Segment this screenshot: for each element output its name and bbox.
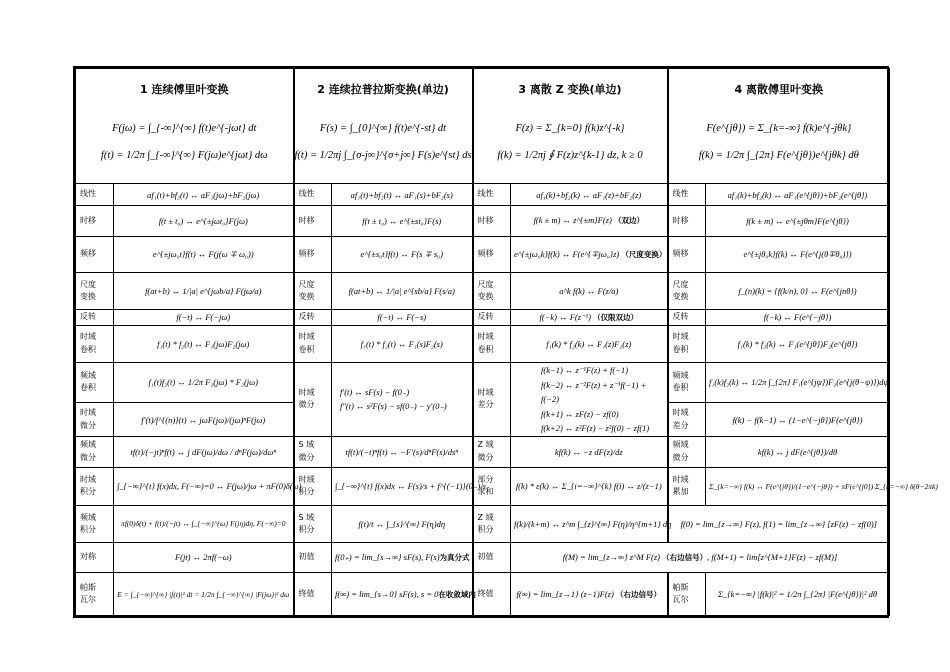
formula-line: f(k−2) ↔ z⁻²F(z) + z⁻¹f(−1) + f(−2) [541, 379, 647, 405]
formula-text: f(∞) = lim_{s→0} sF(s), s = 0 [335, 588, 439, 599]
note-text: （尺度变换） [621, 249, 667, 259]
transform-table-sheet [73, 66, 938, 618]
formula-line: f(k−1) ↔ z⁻¹F(z) + f(−1) [541, 365, 629, 376]
formula-cell [511, 573, 668, 616]
property-label: 频移 [668, 236, 706, 273]
property-label: 尺度 变换 [294, 273, 332, 310]
property-label: 时移 [473, 206, 511, 236]
header-title: 4 离散傅里叶变换 [734, 83, 824, 96]
property-label: 终值 [294, 573, 332, 616]
formula-cell: f(t ± t₀) ↔ e^{±st₀}F(s) [332, 206, 473, 236]
formula-cell: e^{±jθ₀k}f(k) ↔ F(e^{j(θ∓θ₀)}) [706, 236, 890, 273]
property-label: 线性 [473, 183, 511, 205]
note-text: （右边信号） [662, 552, 708, 562]
transform-properties-table [75, 68, 938, 616]
note-text: 在收敛域内 [438, 589, 476, 599]
property-label: 时域 微分 [76, 403, 114, 437]
row-frequency-integration [76, 506, 890, 543]
inverse-transform: f(k) = 1/2π ∫_{2π} F(e^{jθ})e^{jθk} dθ [698, 150, 859, 162]
property-label: 对称 [76, 542, 114, 572]
property-label: 尺度 变换 [473, 273, 511, 310]
formula-cell [511, 236, 668, 273]
formula-cell [511, 542, 890, 572]
property-label: 频域 积分 [76, 506, 114, 543]
header-formula [295, 115, 472, 170]
property-label: S 域 微分 [294, 437, 332, 467]
formula-cell [511, 362, 668, 436]
property-label: 时域 累加 [668, 467, 706, 506]
formula-cell: f₁(k)f₂(k) ↔ 1/2π ∫_{2π} F₁(e^{jψ})F₂(e^{j(θ−ψ)})dψ [706, 362, 890, 403]
initial-value-formula: f(0) = lim_{z→∞} F(z), f(1) = lim_{z→∞} [zF(z) − zf(0)] [668, 506, 890, 543]
header-row [76, 69, 890, 184]
formula-cell: f(k)/(k+m) ↔ z^m ∫_{z}^{∞} F(η)/η^{m+1} dη [511, 506, 668, 543]
formula-cell: f(k) * ε(k) ↔ Σ_{i=−∞}^{k} f(i) ↔ z/(z−1) [511, 467, 668, 506]
row-time-convolution [76, 326, 890, 363]
inverse-transform: f(t) = 1/2πj ∫_{σ-j∞}^{σ+j∞} F(s)e^{st} ds [294, 150, 472, 162]
property-label: 时移 [668, 206, 706, 236]
property-label: 频域 卷积 [668, 362, 706, 403]
formula-cell: f₁(k) * f₂(k) ↔ F₁(e^{jθ})F₂(e^{jθ}) [706, 326, 890, 363]
formula-cell: af₁(t)+bf₂(t) ↔ aF₁(s)+bF₂(s) [332, 183, 473, 205]
formula-cell: f(−t) ↔ F(−jω) [114, 309, 294, 325]
formula-cell: πf(0)δ(t) + f(t)/(−jt) ↔ ∫_{−∞}^{ω} F(jη)dη, F(−∞)=0 [114, 506, 294, 543]
row-scaling [76, 273, 890, 310]
property-label: Z 域 微分 [473, 437, 511, 467]
formula-line: f′(t) ↔ sF(s) − f(0₋) [340, 386, 410, 397]
formula-cell: af₁(k)+bf₂(k) ↔ aF₁(z)+bF₂(z) [511, 183, 668, 205]
row-reversal [76, 309, 890, 325]
row-duality-initial-value [76, 542, 890, 572]
row-parseval-final-value [76, 573, 890, 616]
formula-cell: kf(k) ↔ j dF(e^{jθ})/dθ [706, 437, 890, 467]
property-label: 线性 [668, 183, 706, 205]
forward-transform: F(jω) = ∫_{-∞}^{∞} f(t)e^{-jωt} dt [112, 123, 257, 134]
property-label: 部分 求和 [473, 467, 511, 506]
property-label: 尺度 变换 [76, 273, 114, 310]
formula-text: f(M) = lim_{z→∞} z^M F(z) [562, 551, 661, 562]
property-label: 反转 [294, 309, 332, 325]
formula-cell: f(k) − f(k−1) ↔ (1−e^{−jθ})F(e^{jθ}) [706, 403, 890, 437]
formula-cell: f₁(t)f₂(t) ↔ 1/2π F₁(jω) * F₂(jω) [114, 362, 294, 403]
header-formula [669, 115, 890, 170]
property-label: 时域 积分 [294, 467, 332, 506]
formula-cell: f′(t)/f^{(n)}(t) ↔ jωF(jω)/(jω)ⁿF(jω) [114, 403, 294, 437]
property-label: 初值 [473, 542, 511, 572]
header-title: 2 连续拉普拉斯变换(单边) [317, 83, 449, 96]
note-text: （右边信号） [615, 589, 661, 599]
formula-cell: f(−t) ↔ F(−s) [332, 309, 473, 325]
row-frequency-differentiation [76, 437, 890, 467]
property-label: 反转 [668, 309, 706, 325]
header-fourier-continuous [76, 69, 294, 184]
formula-cell: f(t)/t ↔ ∫_{s}^{∞} F(η)dη [332, 506, 473, 543]
inverse-transform: f(k) = 1/2πj ∮ F(z)z^{k-1} dz, k ≥ 0 [497, 150, 643, 162]
property-label: Z 域 积分 [473, 506, 511, 543]
property-label: 时移 [76, 206, 114, 236]
row-frequency-convolution [76, 362, 890, 403]
formula-cell [511, 206, 668, 236]
property-label: 时移 [294, 206, 332, 236]
formula-cell: f₁(t) * f₂(t) ↔ F₁(s)F₂(s) [332, 326, 473, 363]
formula-text: f(∞) = lim_{z→1} (z−1)F(z) [516, 588, 614, 599]
property-label: 帕斯 瓦尔 [76, 573, 114, 616]
property-label: 帕斯 瓦尔 [668, 573, 706, 616]
property-label: 时域 差分 [473, 362, 511, 436]
header-title: 1 连续傅里叶变换 [140, 83, 229, 96]
row-time-shift [76, 206, 890, 236]
header-laplace [294, 69, 473, 184]
property-label: S 域 积分 [294, 506, 332, 543]
property-label: 时域 卷积 [668, 326, 706, 363]
formula-text: e^{±jω₀k}f(k) ↔ F(e^{∓jω₀}z) [514, 248, 620, 259]
formula-cell: f(at+b) ↔ 1/|a| e^{sb/a} F(s/a) [332, 273, 473, 310]
header-dtft [668, 69, 890, 184]
forward-transform: F(e^{jθ}) = Σ_{k=-∞} f(k)e^{-jθk} [706, 123, 852, 134]
formula-cell: f₁(k) * f₂(k) ↔ F₁(z)F₂(z) [511, 326, 668, 363]
header-title: 3 离散 Z 变换(单边) [518, 83, 622, 96]
formula-cell: f(−k) ↔ F(e^{−jθ}) [706, 309, 890, 325]
header-formula [474, 115, 667, 170]
formula-line: f″(t) ↔ s²F(s) − sf(0₋) − y′(0₋) [340, 401, 447, 412]
formula-cell: f(at+b) ↔ 1/|a| e^{jωb/a} F(jω/a) [114, 273, 294, 310]
property-label: 尺度 变换 [668, 273, 706, 310]
formula-cell [332, 542, 473, 572]
property-label: 频域 微分 [668, 437, 706, 467]
property-label: 反转 [76, 309, 114, 325]
property-label: 频域 微分 [76, 437, 114, 467]
formula-line: f(k+1) ↔ zF(z) − zf(0) [541, 408, 619, 419]
formula-line: f(k+2) ↔ z²F(z) − z²f(0) − zf(1) [541, 423, 650, 433]
row-linearity [76, 183, 890, 205]
formula-cell: af₁(t)+bf₂(t) ↔ aF₁(jω)+bF₂(jω) [114, 183, 294, 205]
property-label: 反转 [473, 309, 511, 325]
formula-text: f(−k) ↔ F(z⁻¹) [539, 311, 591, 322]
formula-cell: f₁(t) * f₂(t) ↔ F₁(jω)F₂(jω) [114, 326, 294, 363]
formula-cell: af₁(k)+bf₂(k) ↔ aF₁(e^{jθ})+bF₂(e^{jθ}) [706, 183, 890, 205]
property-label: 终值 [473, 573, 511, 616]
formula-text: f(0₊) = lim_{s→∞} sF(s), F(s) [335, 551, 440, 562]
row-frequency-shift [76, 236, 890, 273]
property-label: 时域 积分 [76, 467, 114, 506]
note-text: （仅限双边） [593, 312, 639, 322]
formula-cell [332, 362, 473, 436]
note-text: （双边） [613, 216, 644, 226]
formula-cell: E = ∫_{−∞}^{∞} |f(t)|² dt = 1/2π ∫_{−∞}^{∞} |F(jω)|² dω [114, 573, 294, 616]
formula-cell [332, 573, 476, 616]
forward-transform: F(z) = Σ_{k=0} f(k)z^{-k} [515, 123, 625, 134]
property-label: 时域 卷积 [294, 326, 332, 363]
formula-cell: Σ_{k=−∞} |f(k)|² = 1/2π ∫_{2π} |F(e^{jθ})|² dθ [706, 573, 890, 616]
formula-cell [511, 309, 668, 325]
formula-cell: f_(n)(k) = {f(k/n), 0} ↔ F(e^{jnθ}) [706, 273, 890, 310]
property-label: 时域 微分 [294, 362, 332, 436]
forward-transform: F(s) = ∫_{0}^{∞} f(t)e^{-st} dt [319, 123, 447, 134]
formula-cell: ∫_{−∞}^{t} f(x)dx, F(−∞)=0 ↔ F(jω)/jω + πF(0)δ(ω) [114, 467, 294, 506]
formula-cell: Σ_{k=−∞} f(k) ↔ F(e^{jθ})/(1−e^{−jθ}) + πF(e^{j0}) Σ_{k=−∞} δ(θ−2πk) [706, 467, 890, 506]
property-label: 时域 卷积 [76, 326, 114, 363]
formula-text: f(k ± m) ↔ z^{±m}F(z) [533, 215, 612, 226]
header-formula [76, 115, 293, 170]
property-label: 时域 差分 [668, 403, 706, 437]
formula-text: , f(M+1) = lim[z^{M+1}F(z) − zf(M)] [707, 551, 838, 562]
formula-cell: ∫_{−∞}^{t} f(x)dx ↔ F(s)/s + f^{(−1)}(0₋)/s [332, 467, 473, 506]
property-label: 时域 卷积 [473, 326, 511, 363]
formula-cell: kf(k) ↔ −z dF(z)/dz [511, 437, 668, 467]
formula-cell: e^{±jω₀t}f(t) ↔ F(j(ω ∓ ω₀)) [114, 236, 294, 273]
property-label: 频移 [473, 236, 511, 273]
property-label: 频移 [76, 236, 114, 273]
property-label: 频移 [294, 236, 332, 273]
property-label: 初值 [294, 542, 332, 572]
formula-cell: f(t ± t₀) ↔ e^{±jωt₀}F(jω) [114, 206, 294, 236]
inverse-transform: f(t) = 1/2π ∫_{-∞}^{∞} F(jω)e^{jωt} dω [100, 150, 268, 162]
formula-cell: tf(t)/(−jt)ⁿf(t) ↔ j dF(jω)/dω / dⁿF(jω)/dωⁿ [114, 437, 294, 467]
property-label: 线性 [76, 183, 114, 205]
row-time-integration [76, 467, 890, 506]
header-z-transform [473, 69, 668, 184]
formula-cell: F(jt) ↔ 2πf(−ω) [114, 542, 294, 572]
note-text: 为真分式 [439, 552, 470, 562]
formula-cell: a^k f(k) ↔ F(z/a) [511, 273, 668, 310]
property-label: 频域 卷积 [76, 362, 114, 403]
property-label: 线性 [294, 183, 332, 205]
formula-cell: tf(t)/(−t)ⁿf(t) ↔ −F′(s)/dⁿF(s)/dsⁿ [332, 437, 473, 467]
formula-cell: e^{±s₀t}f(t) ↔ F(s ∓ s₀) [332, 236, 473, 273]
formula-cell: f(k ± m) ↔ e^{±jθm}F(e^{jθ}) [706, 206, 890, 236]
